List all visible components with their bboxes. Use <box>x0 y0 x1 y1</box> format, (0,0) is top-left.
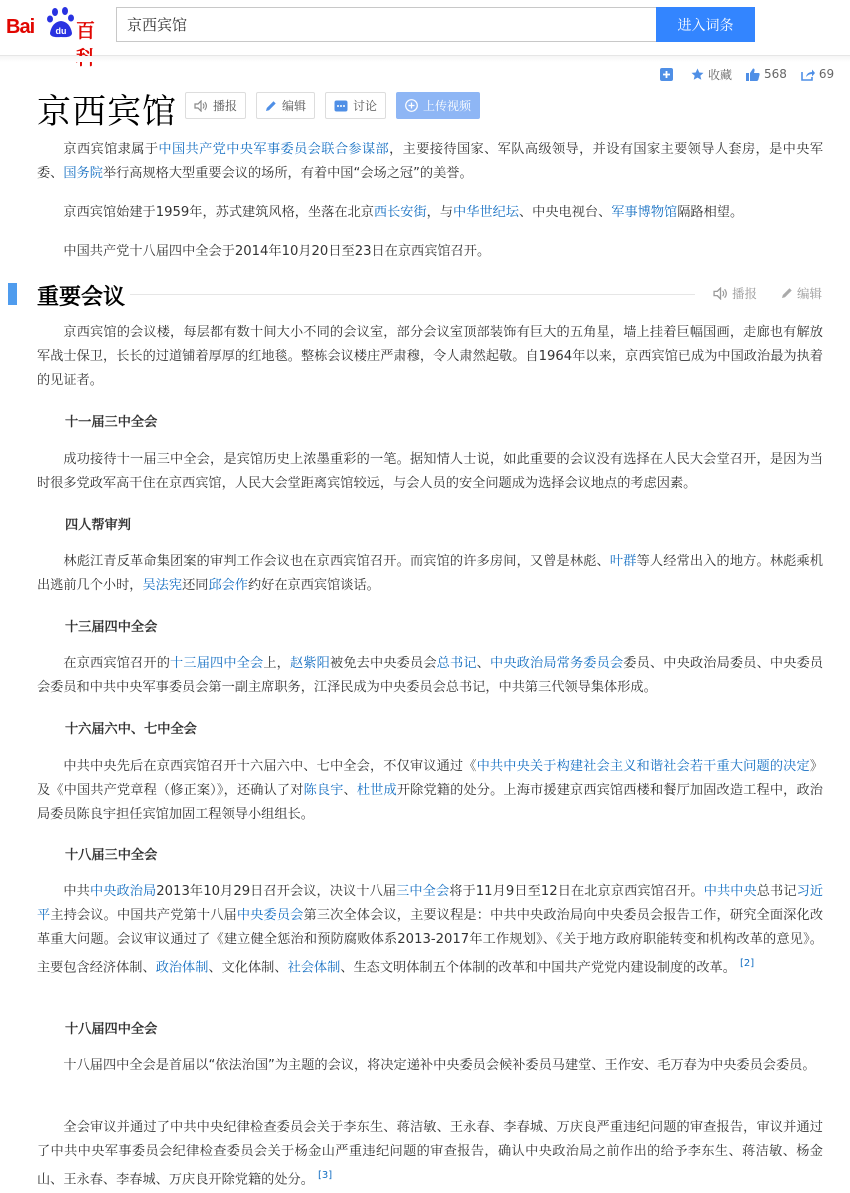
intro-paragraph-1 <box>37 138 823 186</box>
section-paragraph-7: 十八届四中全会是首届以“依法治国”为主题的会议，将决定递补中央委员会候补委员马建堂、王作安、毛万春为中央委员会委员。 <box>63 1058 816 1073</box>
text: 在京西宾馆召开的 <box>63 656 171 671</box>
speaker-icon <box>194 100 208 112</box>
discuss-button[interactable] <box>325 92 386 119</box>
text: 举行高规格大型重要会议的场所，有着中国“会场之冠”的美誉。 <box>102 166 473 181</box>
subheading-13th-4th: 十三届四中全会 <box>65 620 158 635</box>
section-paragraph-3 <box>37 550 823 598</box>
baidu-paw-icon <box>46 6 76 38</box>
baidu-baike-logo[interactable] <box>6 6 110 42</box>
link-du-shicheng[interactable]: 杜世成 <box>356 783 397 798</box>
link-politburo-standing-committee[interactable]: 中央政治局常务委员会 <box>490 656 624 671</box>
link-millennium-monument[interactable]: 中华世纪坛 <box>453 205 519 220</box>
subheading-gang-of-four: 四人帮审判 <box>65 518 131 533</box>
pencil-icon <box>781 287 793 299</box>
link-political-system[interactable]: 政治体制 <box>155 960 209 976</box>
link-chen-liangyu[interactable]: 陈良宇 <box>303 783 344 798</box>
plus-square-icon <box>660 68 673 81</box>
header-shadow <box>0 56 850 62</box>
section-paragraph-4 <box>37 652 823 700</box>
share-button[interactable] <box>801 67 834 81</box>
text: 主持会议。中国共产党第十八届 <box>50 908 237 923</box>
link-wu-faxian[interactable]: 吴法宪 <box>142 578 183 593</box>
text: 全会审议并通过了中共中央纪律检查委员会关于李东生、蒋洁敏、王永春、李春城、万庆良严重违纪问题的审查报告，审议并通过了中共中央军事委员会纪律检查委员会关于杨金山严重违纪问题的审查报告，确认中央政治局之前作出的给予李东生、蒋洁敏、杨金山、王永春、李春城、万庆良开除党籍的处分。 <box>37 1120 823 1188</box>
logo-baike-text: 百 <box>76 20 96 42</box>
play-button[interactable] <box>185 92 246 119</box>
play-label: 播报 <box>213 99 238 113</box>
text: 第三次全体会议，主要议程是：中共中央政治局向中央委员会报告工作，研究全面深化改革重大问题。会议审议通过了《建立健全惩治和预防腐败体系2013-2017年工作规划》、《关于地方政府职能转变和机构改革的意见》。主要包含经济体制、 <box>37 908 824 976</box>
section-divider <box>130 294 695 295</box>
section-edit-label: 编辑 <box>797 286 823 301</box>
share-count: 69 <box>818 67 835 81</box>
share-icon <box>801 68 815 81</box>
text: 》及《中国共产党章程（修正案）》，还确认了对 <box>37 759 824 798</box>
upload-video-label: 上传视频 <box>423 99 472 113</box>
subheading-18th-3rd: 十八届三中全会 <box>65 848 158 863</box>
text: 中共 <box>63 884 90 899</box>
text: 中共中央先后在京西宾馆召开十六届六中、七中全会，不仅审议通过《 <box>63 759 477 774</box>
text: 约好在京西宾馆谈话。 <box>248 578 380 593</box>
edit-button[interactable] <box>256 92 315 119</box>
speaker-icon <box>713 287 728 300</box>
text: 林彪江青反革命集团案的审判工作会议也在京西宾馆召开。而宾馆的许多房间，又曾是林彪、 <box>63 554 610 569</box>
link-harmonious-society-decision[interactable]: 中共中央关于构建社会主义和谐社会若干重大问题的决定 <box>476 759 810 774</box>
text: 被免去中央委员会 <box>330 656 437 671</box>
section-tools <box>713 284 846 302</box>
link-central-politburo[interactable]: 中央政治局 <box>89 884 157 899</box>
text: ，主要接待国家、军队高级领导，并设有国家主要领导人套房，是中央军委、 <box>37 142 824 181</box>
discuss-label: 讨论 <box>353 99 378 113</box>
link-third-plenary[interactable]: 三中全会 <box>396 884 450 899</box>
section-play-button[interactable] <box>713 284 769 302</box>
text: 京西宾馆隶属于 <box>63 142 159 157</box>
intro-paragraph-3: 中国共产党十八届四中全会于2014年10月20日至23日在京西宾馆召开。 <box>63 244 491 259</box>
text: 开除党籍的处分。上海市援建京西宾馆西楼和餐厅加固改造工程中，政治局委员陈良宇担任宾馆加固工程领导小组组长。 <box>37 783 823 822</box>
collect-button[interactable] <box>691 66 732 83</box>
text: 、 <box>343 783 357 798</box>
page-title: 京西宾馆 <box>37 92 177 132</box>
subheading-18th-4th: 十八届四中全会 <box>65 1022 158 1037</box>
text: 、 <box>476 656 490 671</box>
section-marker <box>8 283 17 305</box>
logo-bai-text: Bai <box>6 16 35 38</box>
text: 还同 <box>182 578 209 593</box>
top-bar <box>0 0 850 56</box>
section-paragraph-2: 成功接待十一届三中全会，是宾馆历史上浓墨重彩的一笔。据知情人士说，如此重要的会议没有选择在人民大会堂召开，是因为当时很多党政军高干住在京西宾馆，人民大会堂距离宾馆较远，与会人员的安全问题成为选择会议地点的考虑因素。 <box>37 452 823 491</box>
upload-video-button[interactable] <box>396 92 480 119</box>
plus-circle-icon <box>405 99 418 112</box>
pencil-icon <box>265 100 277 112</box>
section-play-label: 播报 <box>732 286 758 301</box>
link-west-changan[interactable]: 西长安街 <box>373 205 427 220</box>
link-qiu-huizuo[interactable]: 邱会作 <box>208 578 248 593</box>
link-central-committee[interactable]: 中央委员会 <box>236 908 304 923</box>
section-edit-button[interactable] <box>781 284 834 302</box>
link-joint-staff[interactable]: 中国共产党中央军事委员会联合参谋部 <box>158 142 390 157</box>
link-state-council[interactable]: 国务院 <box>63 166 103 181</box>
section-paragraph-8 <box>37 1116 823 1192</box>
like-count: 568 <box>764 67 787 81</box>
link-zhao-ziyang[interactable]: 赵紫阳 <box>290 656 331 671</box>
text: 等人经常出入的地方。林彪乘机出逃前几个小时， <box>37 554 824 593</box>
text: ，与 <box>426 205 454 220</box>
link-ye-qun[interactable]: 叶群 <box>609 554 637 569</box>
text: 委员、中央政治局委员、中央委员会委员和中共中央军事委员会第一副主席职务，江泽民成为中央委员会总书记，中共第三代领导集体形成。 <box>37 656 824 695</box>
link-13th-4th-plenary[interactable]: 十三届四中全会 <box>170 656 264 671</box>
chat-icon <box>334 100 348 112</box>
text: 、中央电视台、 <box>518 205 612 220</box>
reference-2[interactable]: [2] <box>739 958 755 969</box>
edit-label: 编辑 <box>282 99 307 113</box>
text: 上， <box>263 656 291 671</box>
subheading-16th-6th-7th: 十六届六中、七中全会 <box>65 722 197 737</box>
like-button[interactable] <box>746 67 787 81</box>
section-title: 重要会议 <box>37 285 126 310</box>
subheading-11th-3rd: 十一届三中全会 <box>65 415 158 430</box>
text: 京西宾馆始建于1959年，苏式建筑风格，坐落在北京 <box>63 205 374 220</box>
section-paragraph-5 <box>37 755 823 827</box>
link-general-secretary[interactable]: 总书记 <box>436 656 477 671</box>
text: 、生态文明体制五个体制的改革和中国共产党党内建设制度的改革。 <box>340 960 736 976</box>
link-social-system[interactable]: 社会体制 <box>287 960 341 976</box>
enter-entry-button[interactable]: 进入词条 <box>656 7 755 42</box>
add-button[interactable] <box>660 68 677 81</box>
side-tools <box>660 64 848 84</box>
intro-paragraph-2 <box>37 201 823 225</box>
link-cpc-central[interactable]: 中共中央 <box>703 884 757 899</box>
reference-3[interactable]: [3] <box>317 1170 333 1181</box>
search-input[interactable] <box>116 7 656 42</box>
collect-label: 收藏 <box>708 67 733 82</box>
section-paragraph-6 <box>37 880 823 980</box>
title-tools <box>185 92 490 119</box>
thumbs-up-icon <box>746 68 760 81</box>
star-icon <box>691 68 704 81</box>
text: 隔路相望。 <box>677 205 744 220</box>
section-paragraph-1: 京西宾馆的会议楼，每层都有数十间大小不同的会议室，部分会议室顶部装饰有巨大的五角星，墙上挂着巨幅国画，走廊也有解放军战士保卫，长长的过道铺着厚厚的红地毯。整栋会议楼庄严肃穆，令人肃然起敬。自1964年以来，京西宾馆已成为中国政治最为执着的见证者。 <box>37 325 823 388</box>
text: 2013年10月29日召开会议，决议十八届 <box>156 884 397 899</box>
text: 、文化体制、 <box>208 960 288 976</box>
text: 将于11月9日至12日在北京京西宾馆召开。 <box>449 884 704 899</box>
link-military-museum[interactable]: 军事博物馆 <box>611 205 678 220</box>
link-xi-jinping[interactable]: 习近平 <box>37 884 824 923</box>
logo-du-text: du <box>55 26 67 36</box>
text: 总书记 <box>756 884 797 899</box>
